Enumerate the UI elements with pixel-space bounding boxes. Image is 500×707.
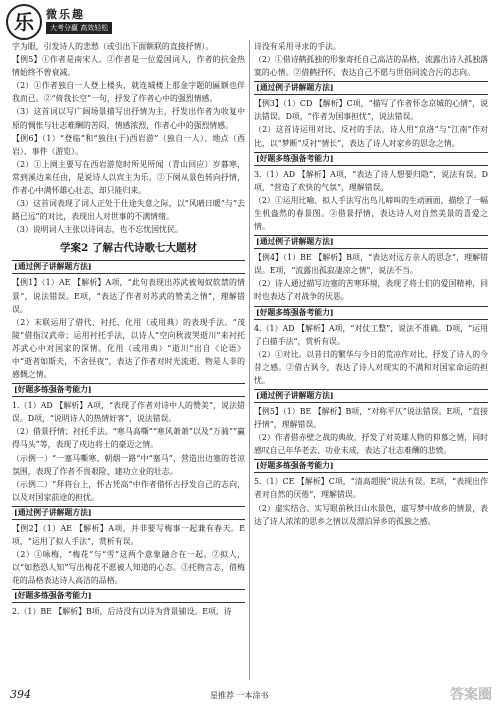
left-column (8, 40, 250, 680)
answer-paragraph: （2）末联运用了借代、衬托、化用（或用典）的表现手法。“茂陵”借指汉武帝；运用衬托手法，以诗人“空向秋波哭逝川”来衬托苏武心中对国家的深情。化用（或用典）“逝川”出自《论语》中“逝者如斯夫，不舍昼夜”，表达了作者对时光流逝、物是人非的感慨之情。 (12, 317, 245, 380)
method-heading: [通过例子讲解题方法] (254, 389, 488, 403)
page-header (6, 4, 494, 42)
answer-paragraph: （示例一）“一塞马嘶寒、朝烟一路”中“塞马”，营造出边塞的苍凉氛围，表现了作者不畏艰险、建功立业的壮志。 (12, 453, 245, 476)
method-heading: [好题多练强备考能力] (254, 152, 488, 166)
answer-paragraph: （2）这首诗运用对比、反衬的手法。诗人用“京洛”与“江南”作对比，以“梦断”反衬“情长”，表达了诗人对家乡的思念之情。 (254, 125, 488, 148)
footer-text: 星推荐 一本涂书 (210, 691, 269, 700)
page-number: 394 (10, 688, 31, 701)
answer-paragraph: 字为眼，引发诗人的悲愁（或引出下面额联的直接抒情）。 (12, 42, 214, 51)
answer-paragraph: 3.（1）AD 【解析】A项，“表达了诗人想要归隐”，说法有误。D项，“营造了欢快的气氛”，理解错误。 (254, 169, 488, 192)
answer-paragraph: 【例3】（1）CD 【解析】C项，“描写了作者怀念京城的心情”，说法错误。D项，“作者为国事担忧”，说法错误。 (254, 99, 488, 122)
brand-logo-icon: 乐 (6, 4, 42, 40)
answer-paragraph: （3）说明词人主张以诗词志，也不忘忧国忧民。 (12, 225, 183, 235)
answer-columns (8, 40, 492, 680)
method-heading: [好题多练强备考能力] (254, 306, 488, 320)
answer-paragraph: （2）①运用比喻、拟人手法写出鸟儿啼叫的生动画面，描绘了一幅生机盎然的春景图。②借景抒情，表达诗人对自然美景的喜爱之情。 (254, 195, 488, 232)
answer-paragraph: 2.（1）BE 【解析】B项，后诗没有以诗为背景铺设。E项，诗 (12, 607, 232, 617)
method-heading: [通过例子讲解题方法] (254, 81, 488, 95)
answer-paragraph: （示例二）“拜将台上，怀古凭高”中作者借怀古抒发自己的志向，以及对国家前途的担忧。 (12, 479, 245, 502)
method-heading: [通过例子讲解题方法] (12, 506, 245, 520)
answer-paragraph: （2）①上阕主要写在西岩游览时所见所闻（青山回应）岁暮寒，常到溪边来任由，是说诗人以宾主为乐。②下阕从景色转向抒情，作者心中满怀雄心壮志，却只能归来。 (12, 159, 245, 196)
answer-paragraph: 【例1】（1）AE 【解析】A项，“此句表现出苏武被匈奴软禁的情景”，说法错误。E项，“表达了作者对苏武的赞美之情”，理解错误。 (12, 278, 245, 314)
answer-paragraph: （2）①对比。以昔日的繁华与今日的荒凉作对比，抒发了诗人的今昔之感。②借古讽今，表达了诗人对现实的不满和对国家命运的担忧。 (254, 349, 488, 385)
watermark: 答案圈 (450, 687, 492, 703)
brand-slogan: 大考分赢 高效轻松 (46, 22, 112, 34)
answer-paragraph: （2）作者借赤壁之战的典故，抒发了对英雄人物的仰慕之情，同时感叹自己年华老去、功业未成，表达了壮志难酬的悲愤。 (254, 433, 488, 456)
answer-paragraph: 【例5】（1）BE 【解析】B项，“对称平仄”说法错误。E项，“直接抒情”，理解错误。 (254, 406, 488, 430)
answer-paragraph: 4.（1）AD 【解析】A项，“对仗工整”，说法不准确。D项，“运用了白描手法”，赏析有误。 (254, 323, 488, 346)
answer-paragraph: （2）①作者独自一人登上楼头，就连城楼上那金字题的匾额也伴我而已。②“倚我长空”一句，抒发了作者心中的强烈情感。 (12, 81, 245, 104)
answer-paragraph: （2）虚实结合。实写眼前秋日山水景色，虚写梦中故乡的情景，表达了诗人浓浓的思乡之情以及漂泊异乡的孤独之感。 (254, 503, 488, 526)
brand-name: 微乐趣 (46, 8, 85, 21)
answer-paragraph: （2）①借诗鹤孤独的形象寄托自己高洁的品格，流露出诗人孤独落寞的心情。②借鹤抒怀，表达自己不愿与世俗同流合污的志向。 (254, 55, 488, 78)
method-heading: [好题多练强备考能力] (12, 383, 245, 397)
method-heading: [好题多练强备考能力] (254, 459, 488, 473)
answer-paragraph: （2）诗人通过描写边塞的苦寒环境，表现了将士们的爱国精神，同时也表达了对战争的厌恶。 (254, 279, 488, 302)
answer-paragraph: 【例2】（1）AE 【解析】A项，并非要写梅事一起兼有春天。E项，“运用了拟人手法”，赏析有误。 (12, 523, 245, 546)
method-heading: [通过例子讲解题方法] (254, 235, 488, 249)
page-footer (0, 684, 500, 707)
answer-paragraph: 【例6】（1）“登临”和“独往(于)西岩游”（独自一人）、地点（西岩）、事件（游览）。 (12, 133, 245, 156)
method-heading: [好题多练强备考能力] (12, 589, 245, 603)
method-heading: [通过例子讲解题方法] (12, 260, 245, 274)
answer-paragraph: 5.（1）CE 【解析】C项，“清高超脱”说法有误。E项，“表现出作者对自然的厌倦”，理解错误。 (254, 477, 488, 500)
answer-paragraph: 诗没有采用寻求的手法。 (254, 42, 341, 51)
answer-paragraph: （3）这首词以写广阔场景描写出抒情为主，抒发出作者为收复中原的惆怅与壮志难酬的苦闷，情感浓烈，作者心中的强烈情感。 (12, 107, 245, 130)
answer-paragraph: （2）①咏梅，“梅花”与“雪”这两个意象融合在一起。②拟人，以“如愁恐人知”写出梅花不愿被人知道的心态。③托物言志，借梅花的品格表达诗人高洁的品格。 (12, 550, 245, 586)
right-column (250, 40, 492, 680)
answer-paragraph: （3）这首词表现了词人正处于仕途失意之际，以“风晴日暖”与“去路已远”的对比，表现出人对世事的不满情绪。 (12, 199, 245, 222)
answer-paragraph: 【例4】（1）BE 【解析】B项，“表达对远方亲人的思念”，理解错误。E项，“流露出孤寂凄凉之情”，说法不当。 (254, 253, 488, 276)
answer-paragraph: 1.（1）AD 【解析】A项，“表现了作者对诗中人的赞美”，说法错误。D项，“说明诗人的热情好客”，说法错误。 (12, 401, 245, 424)
answer-paragraph: （2）借景抒情；衬托手法。“寒马高嘶”“寒风萧萧”以及“万骑”“赢得马头”等，表现了戍边将士的豪迈之情。 (12, 427, 245, 450)
answer-paragraph: 【例5】①作者是南宋人。②作者是一位爱国词人，作者的抗金热情始终不曾衰减。 (12, 55, 245, 78)
section-heading: 学案2 了解古代诗歌七大题材 (60, 242, 197, 255)
